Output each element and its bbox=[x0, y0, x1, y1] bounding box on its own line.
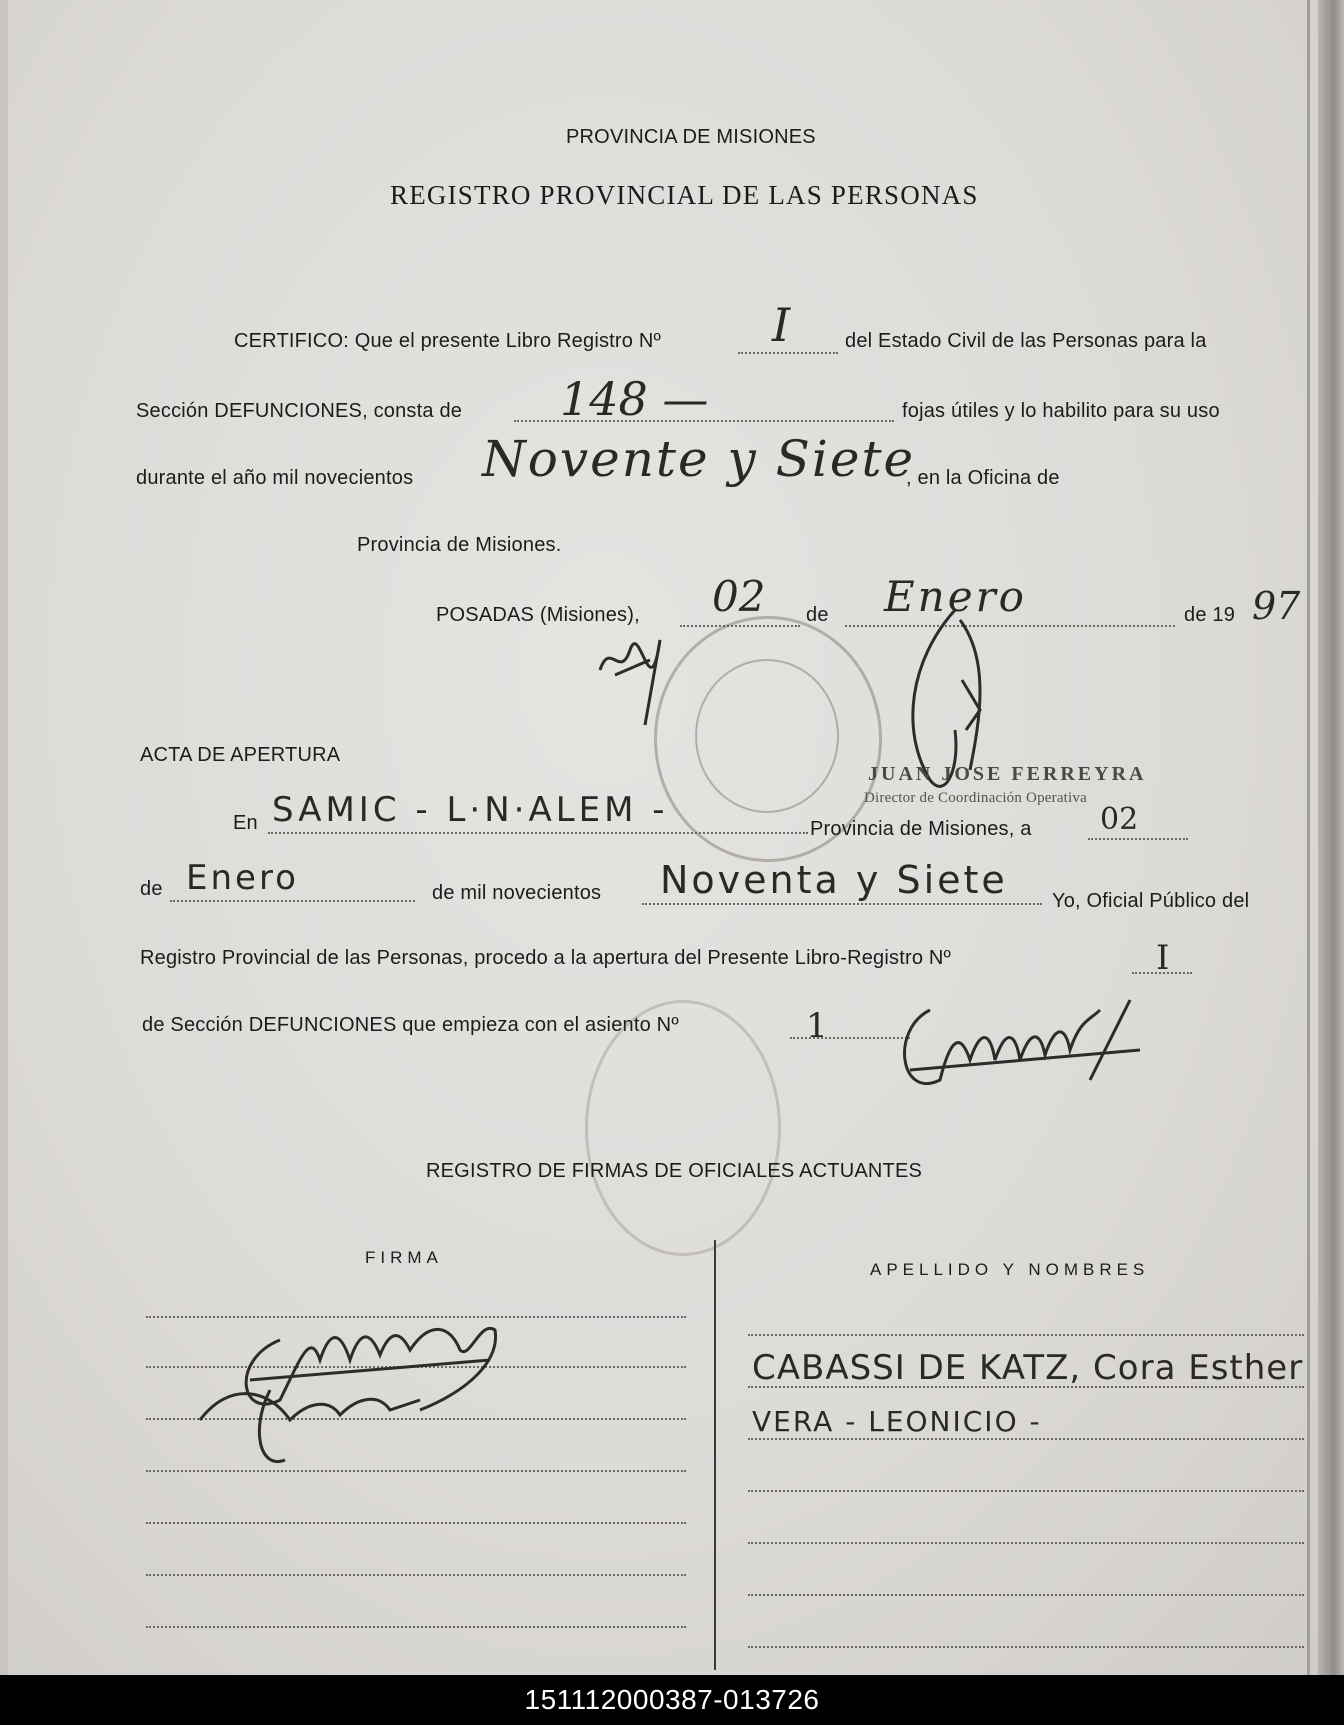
apertura-de-label: de bbox=[140, 878, 163, 900]
apertura-asiento-handwritten: 1 bbox=[806, 1006, 828, 1046]
names-row-line bbox=[748, 1438, 1304, 1440]
apertura-day-handwritten: 02 bbox=[1100, 802, 1139, 837]
province-heading: PROVINCIA DE MISIONES bbox=[566, 126, 816, 148]
apertura-heading: ACTA DE APERTURA bbox=[140, 744, 341, 766]
book-number-handwritten: I bbox=[772, 298, 791, 352]
page-left-edge bbox=[0, 0, 8, 1675]
date-signature-small bbox=[590, 600, 710, 730]
folios-handwritten: 148 — bbox=[560, 372, 709, 426]
col-names-header: APELLIDO Y NOMBRES bbox=[870, 1260, 1150, 1279]
apertura-year-handwritten: Noventa y Siete bbox=[660, 858, 1008, 902]
cert-line2-a: Sección DEFUNCIONES, consta de bbox=[136, 400, 463, 422]
year-words-handwritten: Novente y Siete bbox=[482, 430, 916, 488]
apertura-place-line bbox=[268, 832, 808, 834]
apertura-place-handwritten: SAMIC - L·N·ALEM - bbox=[272, 790, 669, 830]
apertura-book-handwritten: I bbox=[1156, 938, 1170, 978]
apertura-month-line bbox=[170, 900, 415, 902]
year-prefix: de 19 bbox=[1184, 604, 1236, 626]
cert-line1-b: del Estado Civil de las Personas para la bbox=[845, 330, 1207, 352]
col-firma-header: FIRMA bbox=[365, 1248, 443, 1267]
stamp-title: Director de Coordinación Operativa bbox=[864, 790, 1087, 806]
apertura-line3: Registro Provincial de las Personas, procedo a la apertura del Presente Libro-Registro Nº bbox=[140, 947, 952, 969]
month-handwritten: Enero bbox=[884, 572, 1027, 621]
apertura-yo-text: Yo, Oficial Público del bbox=[1052, 890, 1250, 912]
firma-row-line bbox=[146, 1522, 686, 1524]
de-word: de bbox=[806, 604, 829, 626]
year-suffix-handwritten: 97 bbox=[1252, 584, 1301, 628]
document-id-footer: 151112000387-013726 bbox=[0, 1675, 1344, 1725]
officer-name-1: CABASSI DE KATZ, Cora Esther bbox=[752, 1348, 1304, 1388]
apertura-year-line bbox=[642, 903, 1042, 905]
cert-line3-b: , en la Oficina de bbox=[906, 467, 1060, 489]
stamp-name: JUAN JOSE FERREYRA bbox=[868, 763, 1147, 785]
apertura-province-text: Provincia de Misiones, a bbox=[810, 818, 1032, 840]
names-row-line bbox=[748, 1334, 1304, 1336]
officer-name-2: VERA - LEONICIO - bbox=[752, 1405, 1042, 1438]
apertura-mil-text: de mil novecientos bbox=[432, 882, 602, 904]
names-row-line bbox=[748, 1646, 1304, 1648]
signatures-heading: REGISTRO DE FIRMAS DE OFICIALES ACTUANTES bbox=[426, 1160, 923, 1182]
apertura-day-line bbox=[1088, 838, 1188, 840]
cert-line1-a: CERTIFICO: Que el presente Libro Registro Nº bbox=[234, 330, 662, 352]
book-number-line bbox=[738, 352, 838, 354]
apertura-line4: de Sección DEFUNCIONES que empieza con el asiento Nº bbox=[142, 1014, 679, 1036]
firma-row-line bbox=[146, 1626, 686, 1628]
page-fold-line bbox=[1307, 0, 1310, 1675]
names-row-line bbox=[748, 1594, 1304, 1596]
officer-signature bbox=[890, 990, 1150, 1120]
names-row-line bbox=[748, 1542, 1304, 1544]
faint-seal-stamp bbox=[585, 1000, 781, 1256]
apertura-month-handwritten: Enero bbox=[186, 858, 299, 898]
apertura-en-label: En bbox=[233, 812, 258, 834]
column-divider bbox=[714, 1240, 716, 1670]
cert-line4: Provincia de Misiones. bbox=[357, 534, 562, 556]
place-prefix: POSADAS (Misiones), bbox=[436, 604, 640, 626]
page-right-edge bbox=[1318, 0, 1344, 1675]
names-row-line bbox=[748, 1490, 1304, 1492]
firma-row-line bbox=[146, 1574, 686, 1576]
day-handwritten: 02 bbox=[712, 572, 766, 621]
firma-signatures bbox=[190, 1300, 520, 1480]
cert-line3-a: durante el año mil novecientos bbox=[136, 467, 414, 489]
cert-line2-b: fojas útiles y lo habilito para su uso bbox=[902, 400, 1220, 422]
registry-heading: REGISTRO PROVINCIAL DE LAS PERSONAS bbox=[390, 180, 979, 210]
